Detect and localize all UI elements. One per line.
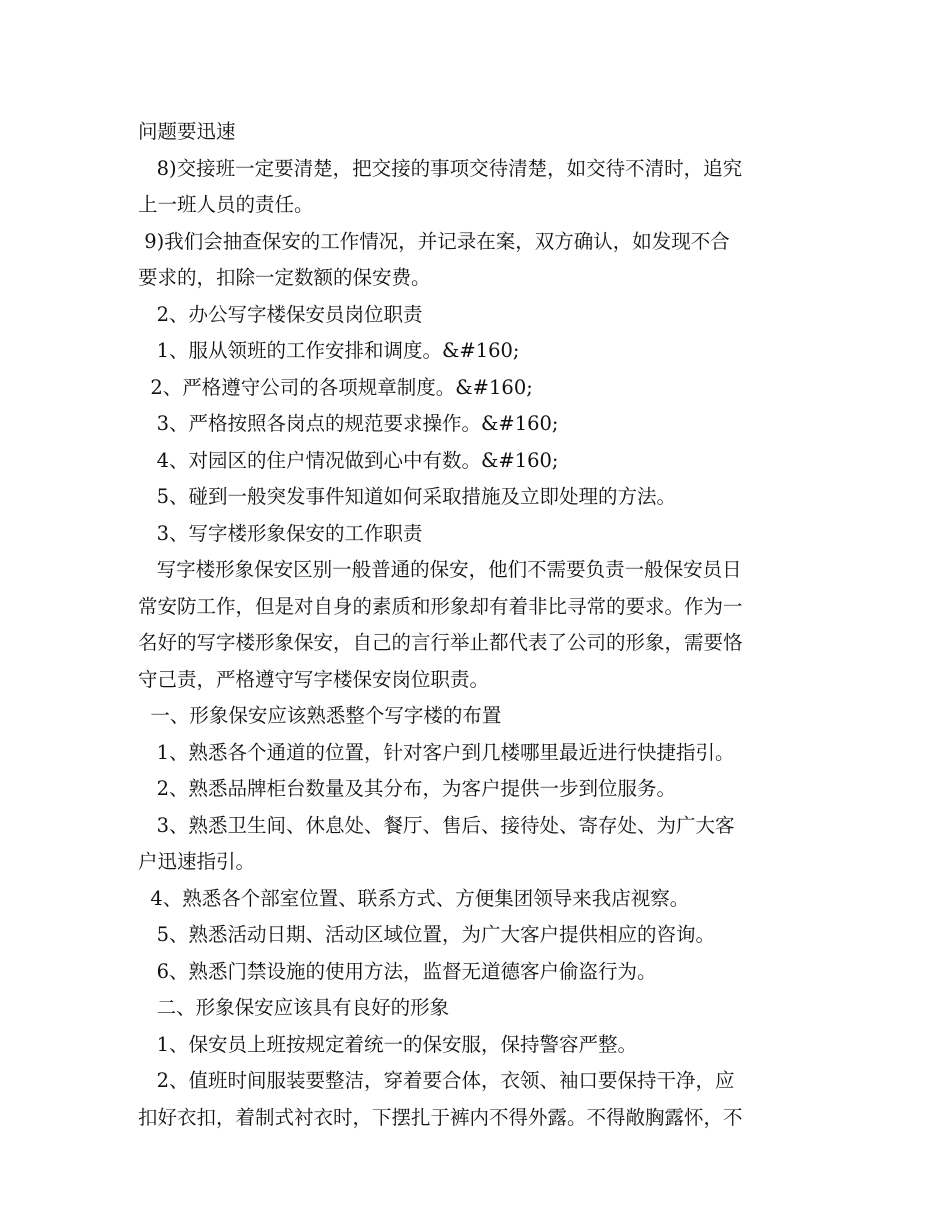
document-body — [138, 114, 818, 1136]
text-line: 写字楼形象保安区别一般普通的保安，他们不需要负责一般保安员日 — [138, 558, 742, 581]
text-line: 扣好衣扣，着制式衬衣时，下摆扎于裤内不得外露。不得敞胸露怀，不 — [138, 1105, 743, 1129]
text-line: 2、值班时间服装要整洁，穿着要合体，衣领、袖口要保持干净，应 — [138, 1069, 735, 1092]
text-line: 1、服从领班的工作安排和调度。&#160; — [138, 339, 520, 362]
text-line: 5、碰到一般突发事件知道如何采取措施及立即处理的方法。 — [138, 485, 677, 508]
text-line: 6、熟悉门禁设施的使用方法，监督无道德客户偷盗行为。 — [138, 959, 657, 983]
text-line: 8)交接班一定要清楚，把交接的事项交待清楚，如交待不清时，追究 — [138, 156, 743, 180]
text-line: 2、熟悉品牌柜台数量及其分布，为客户提供一步到位服务。 — [138, 777, 677, 800]
text-line: 5、熟悉活动日期、活动区域位置，为广大客户提供相应的咨询。 — [138, 923, 716, 946]
text-line: 1、熟悉各个通道的位置，针对客户到几楼哪里最近进行快捷指引。 — [138, 740, 735, 764]
text-line: 9)我们会抽查保安的工作情况，并记录在案，双方确认，如发现不合 — [138, 229, 730, 253]
text-line: 常安防工作，但是对自身的素质和形象却有着非比寻常的要求。作为一 — [138, 594, 743, 618]
text-line: 户迅速指引。 — [138, 850, 256, 873]
text-line: 2、严格遵守公司的各项规章制度。&#160; — [138, 375, 533, 399]
section-heading: 3、写字楼形象保安的工作职责 — [138, 521, 423, 545]
text-line: 名好的写字楼形象保安，自己的言行举止都代表了公司的形象，需要恪 — [138, 631, 743, 654]
text-line: 3、严格按照各岗点的规范要求操作。&#160; — [138, 412, 559, 435]
text-line: 守己责，严格遵守写字楼保安岗位职责。 — [138, 667, 490, 691]
text-line: 4、对园区的住户情况做到心中有数。&#160; — [138, 448, 559, 472]
section-heading: 二、形象保安应该具有良好的形象 — [138, 996, 450, 1019]
section-heading: 2、办公写字楼保安员岗位职责 — [138, 302, 423, 326]
text-line: 问题要迅速 — [138, 120, 236, 143]
text-line: 1、保安员上班按规定着统一的保安服，保持警容严整。 — [138, 1032, 638, 1056]
text-line: 3、熟悉卫生间、休息处、餐厅、售后、接待处、寄存处、为广大客 — [138, 813, 735, 837]
section-heading: 一、形象保安应该熟悉整个写字楼的布置 — [138, 704, 502, 727]
text-line: 4、熟悉各个部室位置、联系方式、方便集团领导来我店视察。 — [138, 886, 690, 910]
text-line: 上一班人员的责任。 — [138, 193, 314, 216]
text-line: 要求的，扣除一定数额的保安费。 — [138, 266, 431, 289]
